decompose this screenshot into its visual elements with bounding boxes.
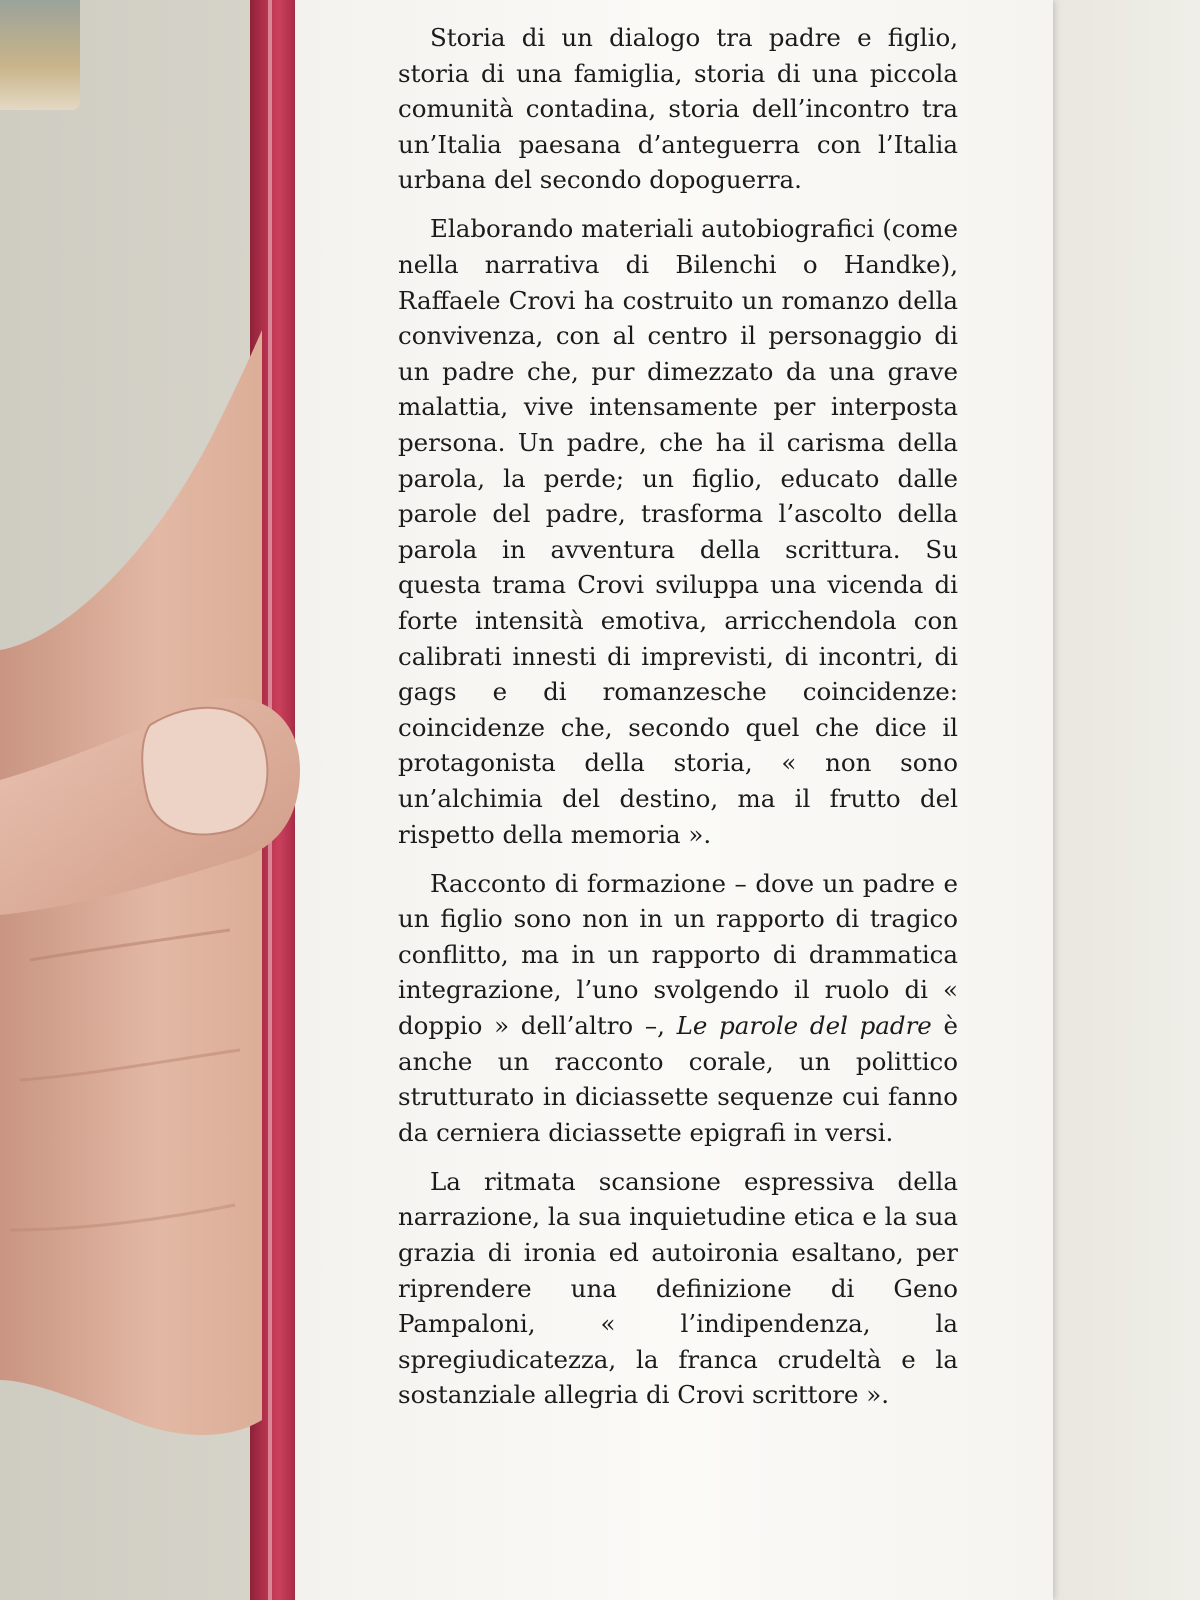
- paragraph-3: [398, 866, 958, 1151]
- book-spine: [250, 0, 298, 1600]
- thumbnail-icon: [142, 708, 267, 835]
- paragraph-2: Elaborando materiali autobiografici (come nella narrativa di Bilenchi o Handke), Raffaele Crovi ha costruito un romanzo della convivenza, con al centro il personaggio di un padre che, pur dimezzato da una grave malattia, vive intensamente per interposta persona. Un padre, che ha il carisma della parola, la perde; un figlio, educato dalle parole del padre, trasforma l’ascolto della parola in avventura della scrittura. Su questa trama Crovi sviluppa una vicenda di forte intensità emotiva, arricchendola con calibrati innesti di imprevisti, di incontri, di gags e di romanzesche coincidenze: coincidenze che, secondo quel che dice il protagonista della storia, « non sono un’alchimia del destino, ma il frutto del rispetto della memoria ».: [398, 214, 958, 849]
- table-surface: [1040, 0, 1200, 1600]
- paragraph-4: La ritmata scansione espressiva della narrazione, la sua inquietudine etica e la sua grazia di ironia ed autoironia esaltano, per riprendere una definizione di Geno Pampaloni, « l’indipendenza, la spregiudicatezza, la franca crudeltà e la sostanziale allegria di Crovi scrittore ».: [398, 1166, 958, 1410]
- book-spine-highlight: [268, 0, 272, 1600]
- background-object: [0, 0, 80, 110]
- paragraph-3-tail: è anche un racconto corale, un polittico strutturato in diciassette sequenze cui fanno da cerniera diciassette epigrafi in versi.: [398, 1010, 958, 1147]
- paragraph-3-lead: Racconto di formazione – dove un padre e un figlio sono non in un rapporto di tragico conflitto, ma in un rapporto di drammatica integrazione, l’uno svolgendo il ruolo di « doppio » dell’altro –,: [398, 868, 958, 1040]
- hand-palm: [0, 330, 262, 1435]
- flap-text: [398, 20, 958, 1413]
- book-title: Le parole del padre: [676, 1010, 932, 1040]
- paragraph-1: Storia di un dialogo tra padre e figlio, storia di una famiglia, storia di una piccola comunità contadina, storia dell’incontro tra un’Italia paesana d’anteguerra con l’Italia urbana del secondo dopoguerra.: [398, 23, 958, 195]
